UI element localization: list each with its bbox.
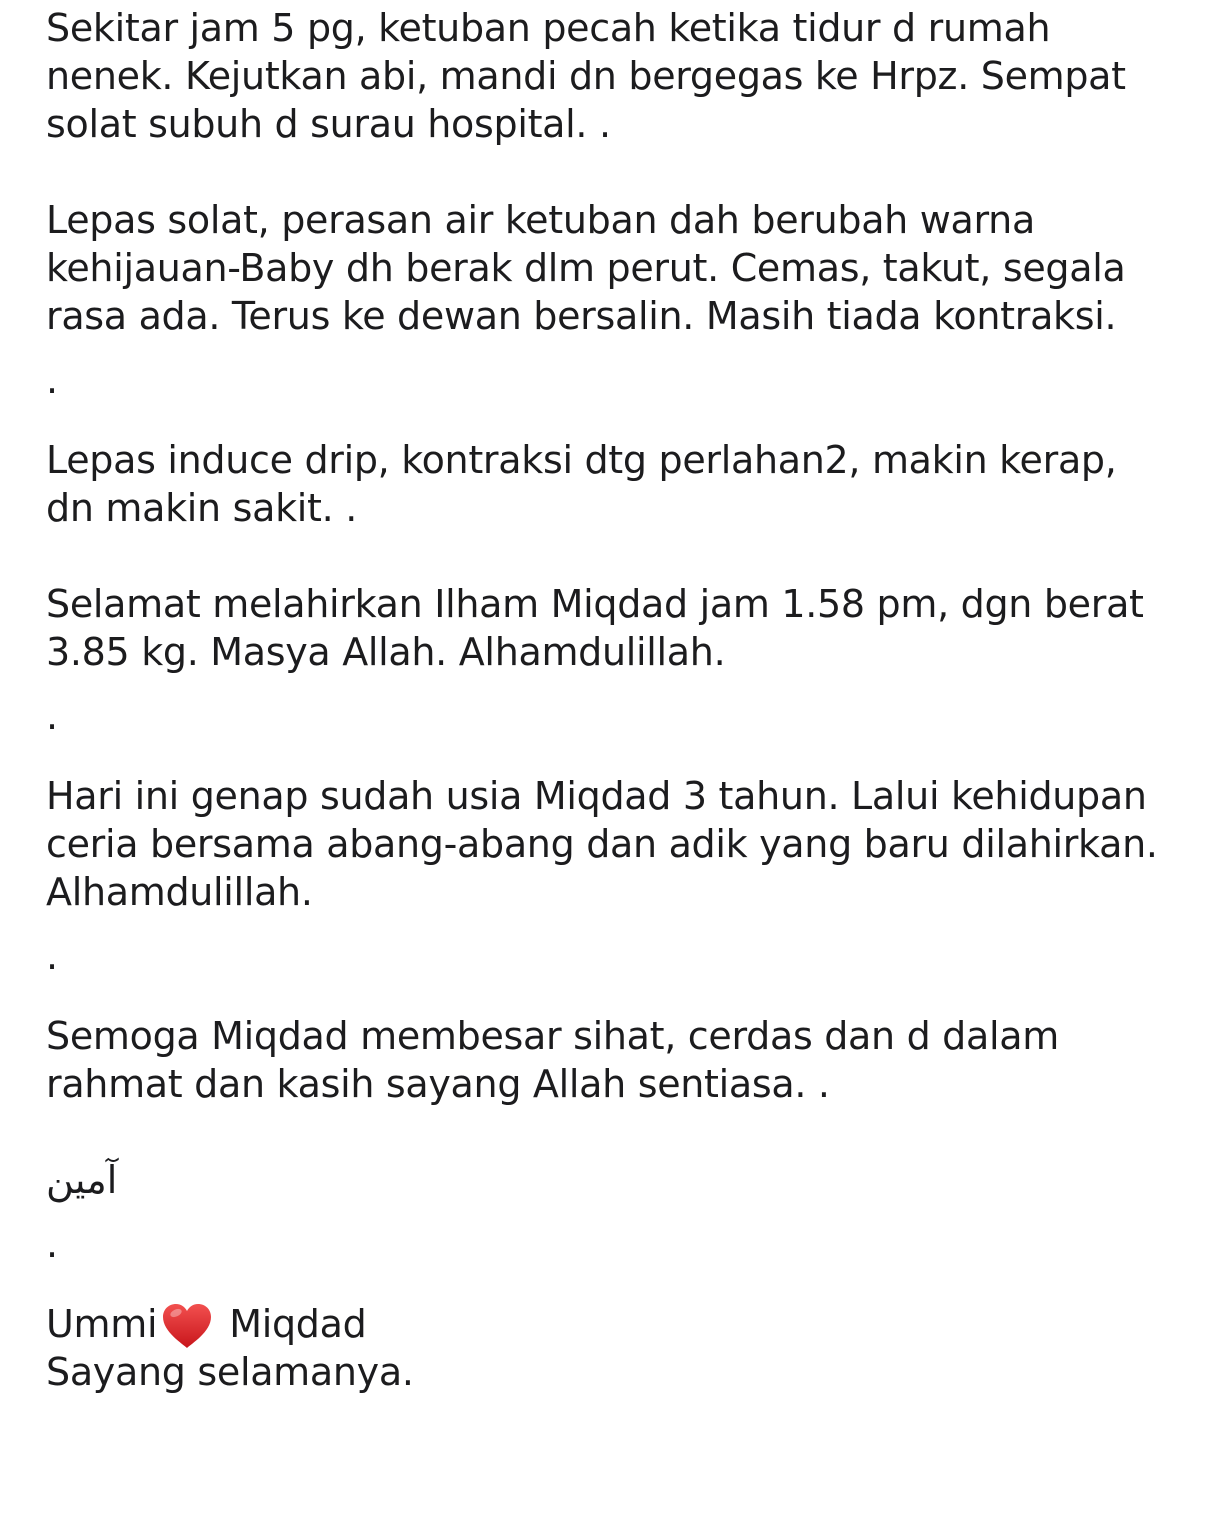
post-body <box>46 4 1196 1396</box>
red-heart-icon <box>159 1302 215 1350</box>
paragraph-spacer <box>46 964 1196 1012</box>
paragraph-birth: Selamat melahirkan Ilham Miqdad jam 1.58 pm, dgn berat 3.85 kg. Masya Allah. Alhamdulillah. <box>46 582 1144 674</box>
signature-name-right: Miqdad <box>229 1302 367 1346</box>
signature-line <box>46 1300 1196 1348</box>
paragraph-labour-start: Sekitar jam 5 pg, ketuban pecah ketika tidur d rumah nenek. Kejutkan abi, mandi dn bergegas ke Hrpz. Sempat solat subuh d surau hospital. . <box>46 6 1126 146</box>
paragraph-spacer <box>46 532 1196 580</box>
paragraph-third-birthday: Hari ini genap sudah usia Miqdad 3 tahun. Lalui kehidupan ceria bersama abang-abang dan adik yang baru dilahirkan. Alhamdulillah. <box>46 774 1158 914</box>
paragraph-spacer <box>46 1252 1196 1300</box>
dot-separator: . <box>46 1222 58 1266</box>
paragraph-amin-arabic: آمين <box>46 1158 118 1202</box>
dot-separator: . <box>46 358 58 402</box>
paragraph-spacer <box>46 724 1196 772</box>
paragraph-prayer: Semoga Miqdad membesar sihat, cerdas dan d dalam rahmat dan kasih sayang Allah sentiasa. . <box>46 1014 1059 1106</box>
signature-closing: Sayang selamanya. <box>46 1350 414 1394</box>
signature-name-left: Ummi <box>46 1302 158 1346</box>
paragraph-amniotic-colour: Lepas solat, perasan air ketuban dah berubah warna kehijauan-Baby dh berak dlm perut. Cemas, takut, segala rasa ada. Terus ke dewan bersalin. Masih tiada kontraksi. <box>46 198 1126 338</box>
paragraph-spacer <box>46 388 1196 436</box>
paragraph-spacer <box>46 1108 1196 1156</box>
dot-separator: . <box>46 694 58 738</box>
paragraph-spacer <box>46 148 1196 196</box>
paragraph-induce-drip: Lepas induce drip, kontraksi dtg perlahan2, makin kerap, dn makin sakit. . <box>46 438 1117 530</box>
dot-separator: . <box>46 934 58 978</box>
